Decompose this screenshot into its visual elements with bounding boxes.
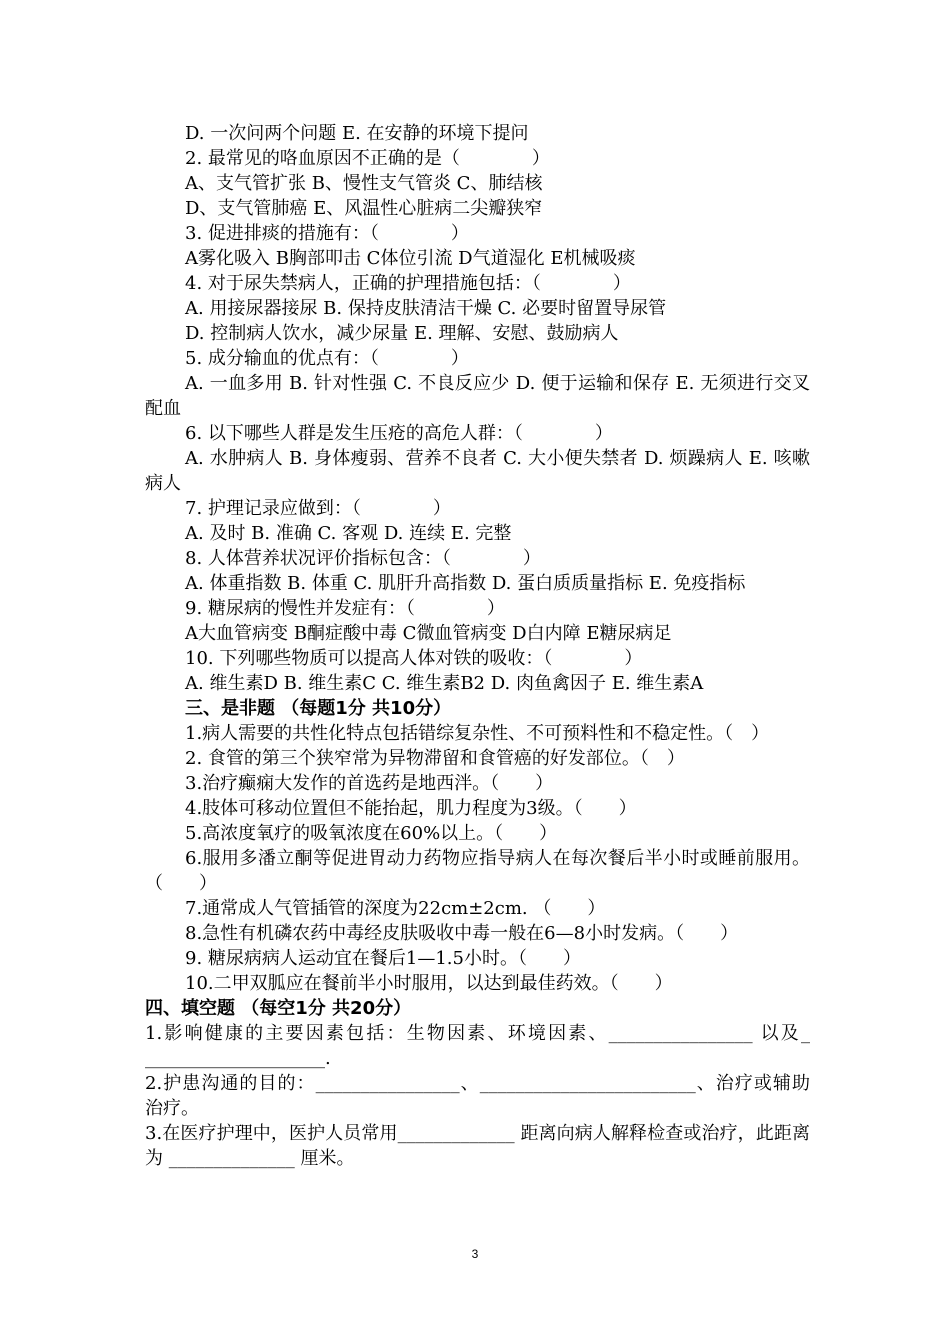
question-9: 9. 糖尿病的慢性并发症有：（ ） bbox=[185, 598, 505, 619]
tf-10: 10.二甲双胍应在餐前半小时服用，以达到最佳药效。（ ） bbox=[185, 973, 673, 994]
question-6: 6. 以下哪些人群是发生压疮的高危人群：（ ） bbox=[185, 423, 613, 444]
question-7-options: A. 及时 B. 准确 C. 客观 D. 连续 E. 完整 bbox=[185, 523, 512, 544]
tf-8: 8.急性有机磷农药中毒经皮肤吸收中毒一般在6—8小时发病。（ ） bbox=[185, 923, 739, 944]
question-10-options: A. 维生素D B. 维生素C C. 维生素B2 D. 肉鱼禽因子 E. 维生素A bbox=[185, 673, 704, 694]
tf-6: 6.服用多潘立酮等促进胃动力药物应指导病人在每次餐后半小时或睡前服用。（ ） bbox=[145, 848, 810, 894]
question-3: 3. 促进排痰的措施有：（ ） bbox=[185, 223, 469, 244]
question-8-options: A. 体重指数 B. 体重 C. 肌肝升高指数 D. 蛋白质质量指标 E. 免疫指标 bbox=[185, 573, 746, 594]
question-2: 2. 最常见的咯血原因不正确的是（ ） bbox=[185, 148, 550, 169]
question-4-options-b: D. 控制病人饮水，减少尿量 E. 理解、安慰、鼓励病人 bbox=[185, 323, 619, 344]
tf-7: 7.通常成人气管插管的深度为22cm±2cm. （ ） bbox=[185, 898, 606, 919]
question-8: 8. 人体营养状况评价指标包含：（ ） bbox=[185, 548, 541, 569]
tf-1: 1.病人需要的共性化特点包括错综复杂性、不可预料性和不稳定性。（ ） bbox=[185, 723, 770, 744]
tf-9: 9. 糖尿病病人运动宜在餐后1—1.5小时。（ ） bbox=[185, 948, 581, 969]
tf-2: 2. 食管的第三个狭窄常为异物滞留和食管癌的好发部位。（ ） bbox=[185, 748, 685, 769]
fill-3: 3.在医疗护理中，医护人员常用_____________ 距离向病人解释检查或治疗，此距离为 ______________ 厘米。 bbox=[145, 1123, 810, 1169]
question-2-options-a: A、支气管扩张 B、慢性支气管炎 C、肺结核 bbox=[185, 173, 543, 194]
question-2-options-b: D、支气管肺癌 E、风温性心脏病二尖瓣狭窄 bbox=[185, 198, 543, 219]
question-5-options: A. 一血多用 B. 针对性强 C. 不良反应少 D. 便于运输和保存 E. 无须进行交叉配血 bbox=[145, 373, 810, 419]
question-3-options: A雾化吸入 B胸部叩击 C体位引流 D气道湿化 E机械吸痰 bbox=[185, 248, 636, 269]
tf-5: 5.高浓度氧疗的吸氧浓度在60%以上。（ ） bbox=[185, 823, 558, 844]
text-line: D. 一次问两个问题 E. 在安静的环境下提问 bbox=[185, 123, 529, 144]
tf-4: 4.肢体可移动位置但不能抬起，肌力程度为3级。（ ） bbox=[185, 798, 637, 819]
question-6-options: A. 水肿病人 B. 身体瘦弱、营养不良者 C. 大小便失禁者 D. 烦躁病人 E. 咳嗽病人 bbox=[145, 448, 810, 494]
question-5: 5. 成分输血的优点有：（ ） bbox=[185, 348, 469, 369]
section-heading-true-false: 三、是非题 （每题1分 共10分） bbox=[185, 698, 452, 719]
question-7: 7. 护理记录应做到：（ ） bbox=[185, 498, 451, 519]
question-4: 4. 对于尿失禁病人，正确的护理措施包括：（ ） bbox=[185, 273, 631, 294]
fill-1: 1.影响健康的主要因素包括：生物因素、环境因素、________________ 以及_ ____________________. bbox=[145, 1023, 810, 1069]
document-body bbox=[145, 121, 810, 1171]
question-10: 10. 下列哪些物质可以提高人体对铁的吸收：（ ） bbox=[185, 648, 643, 669]
tf-3: 3.治疗癫痫大发作的首选药是地西泮。（ ） bbox=[185, 773, 554, 794]
fill-2: 2.护患沟通的目的：________________、________________________、治疗或辅助治疗。 bbox=[145, 1073, 810, 1119]
question-4-options-a: A. 用接尿器接尿 B. 保持皮肤清洁干燥 C. 必要时留置导尿管 bbox=[185, 298, 667, 319]
page-number: 3 bbox=[471, 1247, 479, 1261]
section-heading-fill-blank: 四、填空题 （每空1分 共20分） bbox=[145, 998, 412, 1019]
question-9-options: A大血管病变 B酮症酸中毒 C微血管病变 D白内障 E糖尿病足 bbox=[185, 623, 672, 644]
